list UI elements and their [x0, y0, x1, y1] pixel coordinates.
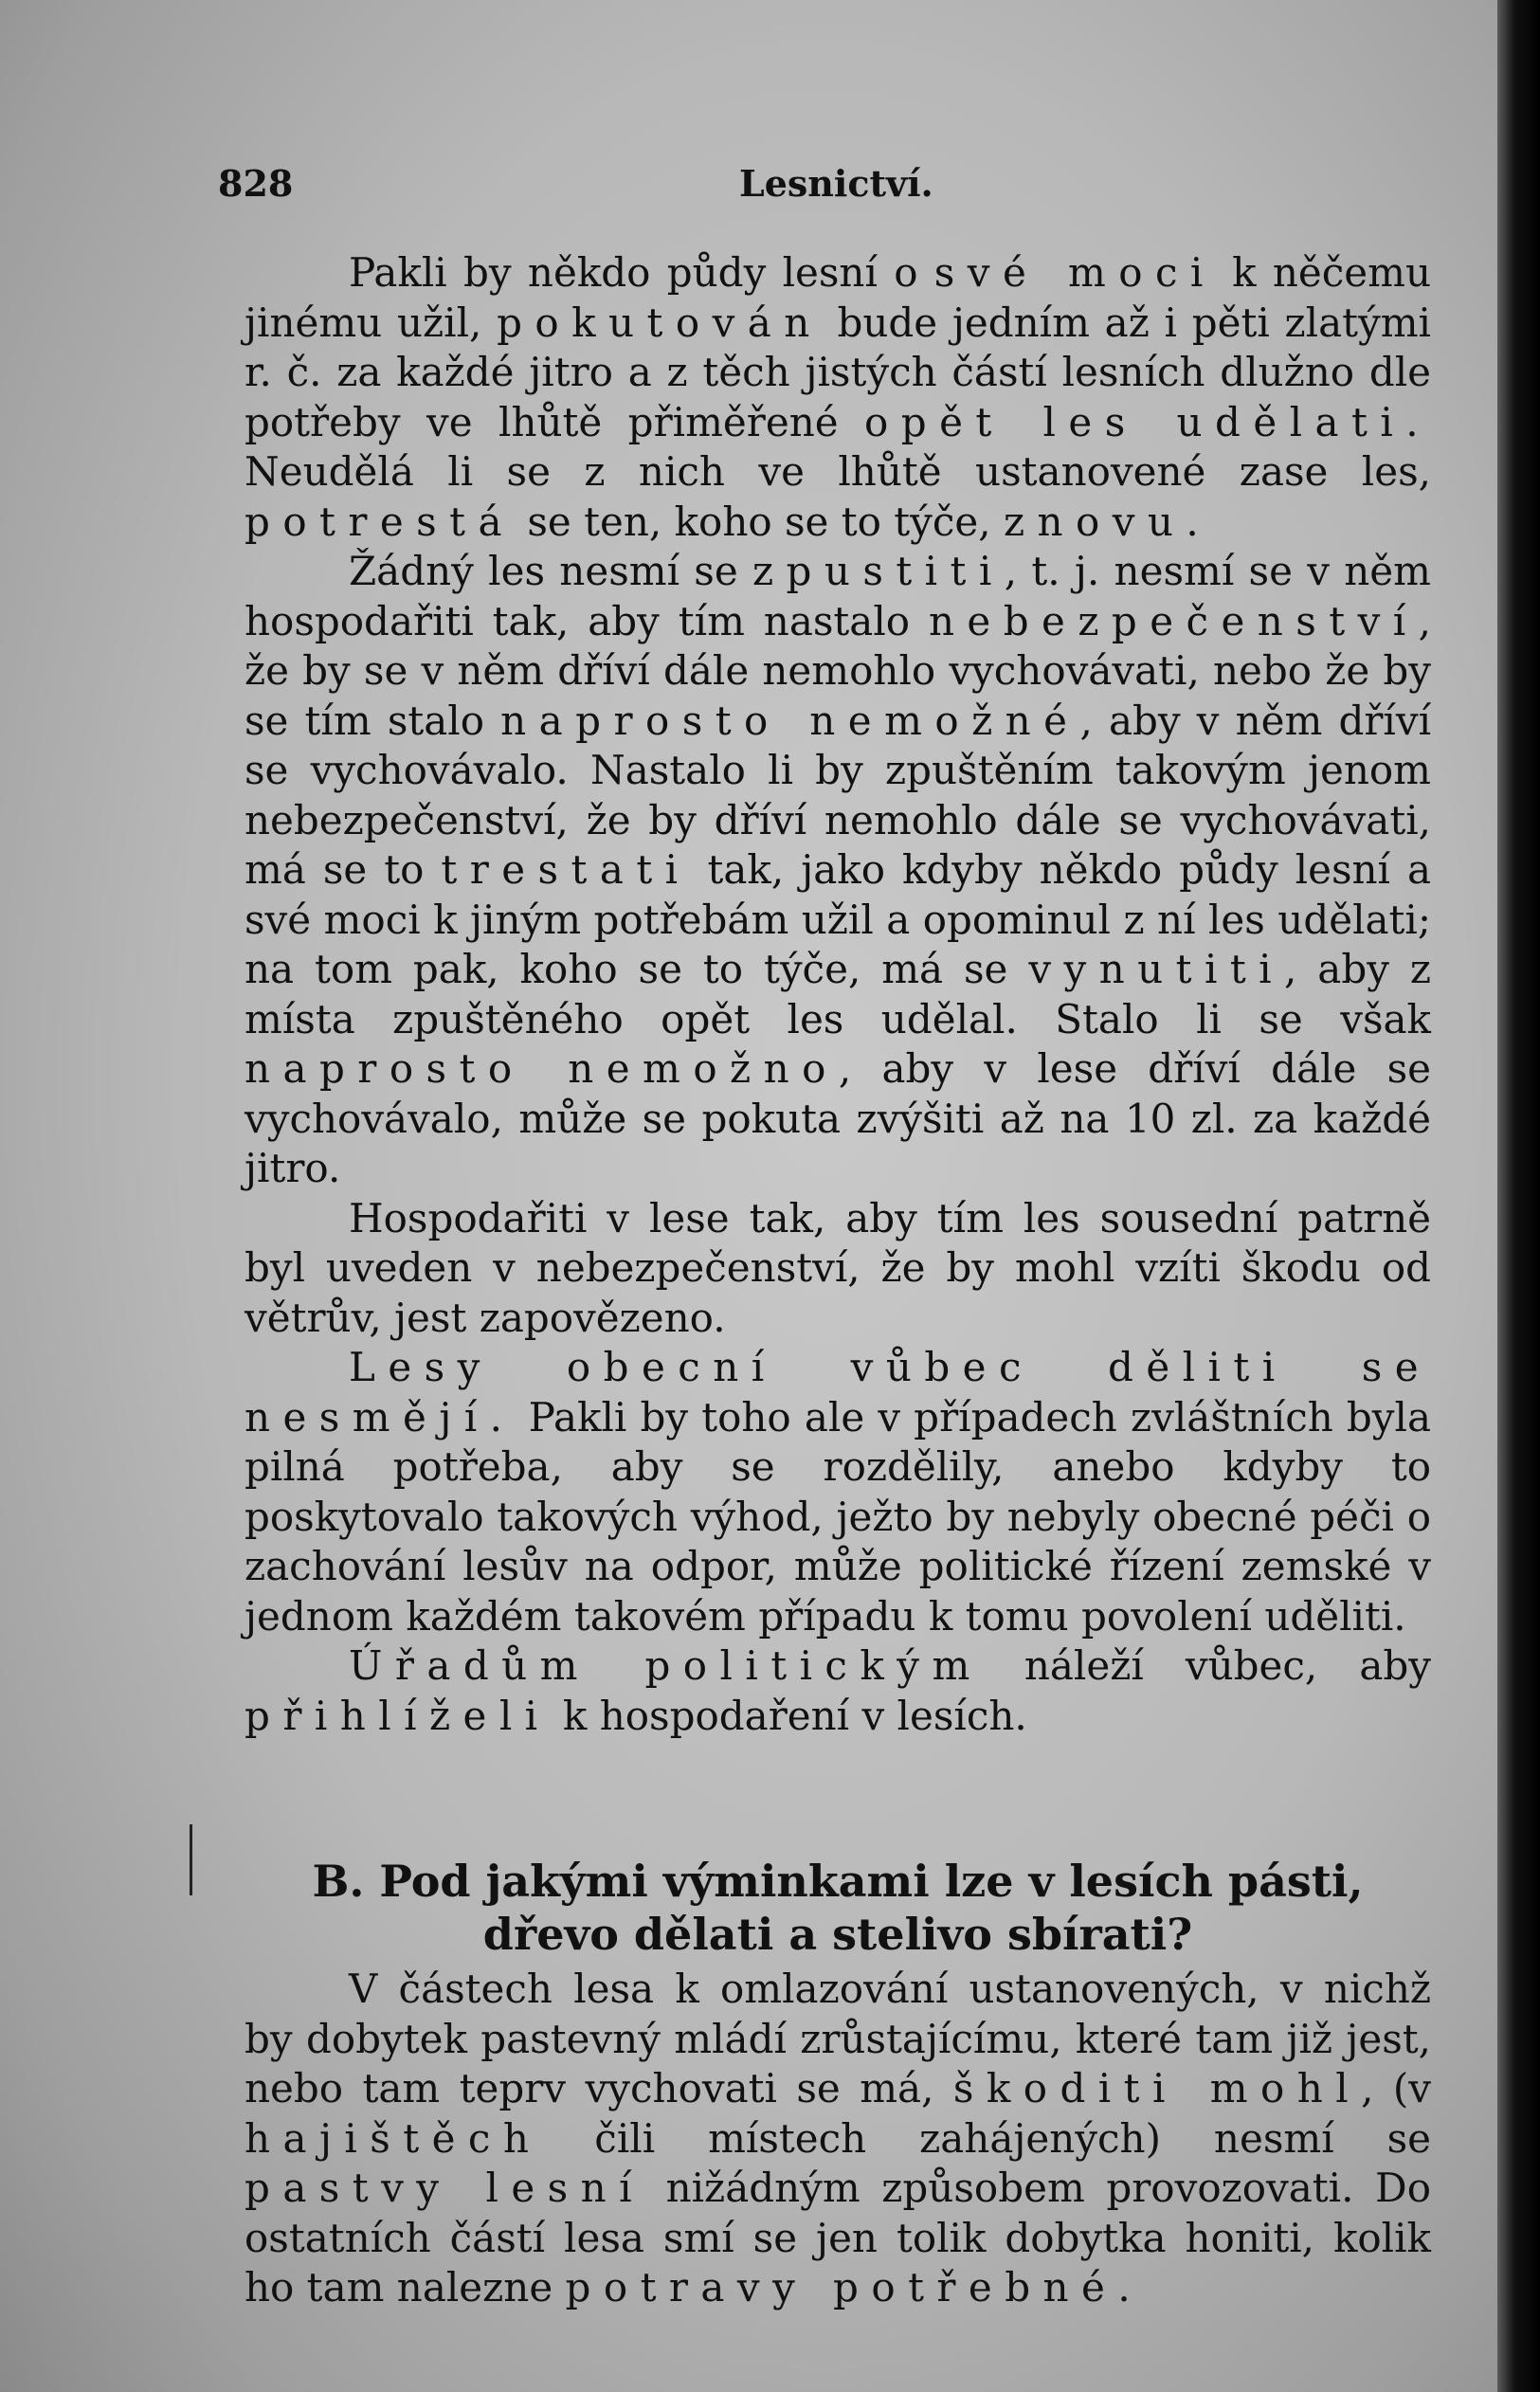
margin-mark: [190, 1824, 192, 1895]
spaced-emphasis: zpustiti: [752, 548, 1005, 594]
spaced-emphasis: znovu.: [1003, 498, 1212, 545]
spaced-emphasis: přihlíželi: [245, 1692, 551, 1739]
spaced-emphasis: Úřadům politickým: [349, 1642, 983, 1689]
paragraph-1: Pakli by někdo půdy lesní o své moci k něčemu jinému užil, pokutován bude jedním až i pěti zlatými r. č. za každé jitro a z těch jistých částí lesních dlužno dle potřeby ve lhůtě přiměřené opět les udělati. Neudělá li se z nich ve lhůtě ustanovené zase les, potrestá se ten, koho se to týče, znovu.: [245, 249, 1431, 545]
spaced-emphasis: opět les udělati.: [864, 398, 1431, 445]
spaced-emphasis: Lesy obecní vůbec děliti se nesmějí.: [245, 1344, 1431, 1441]
section-heading: B. Pod jakými výminkami lze v lesích pásti, dřevo dělati a stelivo sbírati?: [312, 1856, 1364, 1960]
section-paragraph-1: V částech lesa k omlazování ustanovených, v nichž by dobytek pastevný mládí zrůstajícímu, které tam již jest, nebo tam teprv vychovati se má, škoditi mohl, (v hajištěch čili místech zahájených) nesmí se pastvy lesní nižádným způsobem provozovati. Do ostatních částí lesa smí se jen tolik dobytka honiti, kolik ho tam nalezne potravy potřebné.: [245, 1966, 1431, 2310]
spaced-emphasis: trestati: [441, 846, 691, 893]
spaced-emphasis: potrestá: [245, 498, 515, 545]
spaced-emphasis: pastvy lesní: [245, 2165, 644, 2211]
paragraph-2: Žádný les nesmí se zpustiti, t. j. nesmí se v něm hospodařiti tak, aby tím nastalo nebezpečenství, že by se v něm dříví dále nemohlo vychovávati, nebo že by se tím stalo naprosto nemožné, aby v něm dříví se vychovávalo. Nastalo li by zpuštěním takovým jenom nebezpečenství, že by dříví nemohlo dále se vychovávati, má se to trestati tak, jako kdyby někdo půdy lesní a své moci k jiným potřebám užil a opominul z ní les udělati; na tom pak, koho se to týče, má se vynutiti, aby z místa zpuštěného opět les udělal. Stalo li se však naprosto nemožno, aby v lese dříví dále se vychovávalo, může se pokuta zvýšiti až na 10 zl. za každé jitro.: [245, 548, 1432, 1191]
spaced-emphasis: škoditi mohl: [952, 2065, 1362, 2111]
spaced-emphasis: své moci: [933, 249, 1216, 296]
paragraph-5: Úřadům politickým náleží vůbec, aby přihlíželi k hospodaření v lesích.: [245, 1642, 1431, 1739]
page-header: [218, 159, 1431, 208]
spaced-emphasis: naprosto nemožné: [500, 697, 1080, 744]
spaced-emphasis: potravy potřebné.: [565, 2264, 1144, 2310]
running-head: Lesnictví.: [739, 162, 933, 205]
spaced-emphasis: vynutiti: [1028, 946, 1285, 992]
page-number: 828: [218, 162, 294, 205]
paragraph-3: Hospodařiti v lese tak, aby tím les sousední patrně byl uveden v nebezpečenství, že by mohl vzíti škodu od větrův, jest zapovězeno.: [245, 1194, 1431, 1341]
spaced-emphasis: nebezpečenství: [928, 597, 1419, 644]
spaced-emphasis: naprosto nemožno: [245, 1045, 839, 1092]
scan-edge-shadow: [1497, 0, 1540, 2392]
spaced-emphasis: pokutován: [497, 299, 823, 346]
spaced-emphasis: hajištěch: [245, 2114, 542, 2162]
paragraph-4: Lesy obecní vůbec děliti se nesmějí. Pakli by toho ale v případech zvláštních byla pilná potřeba, aby se rozdělily, anebo kdyby to poskytovalo takových výhod, ježto by nebyly obecné péči o zachování lesův na odpor, může politické řízení zemské v jednom každém takovém případu k tomu povolení uděliti.: [245, 1344, 1431, 1640]
body-text: [245, 248, 1431, 2313]
